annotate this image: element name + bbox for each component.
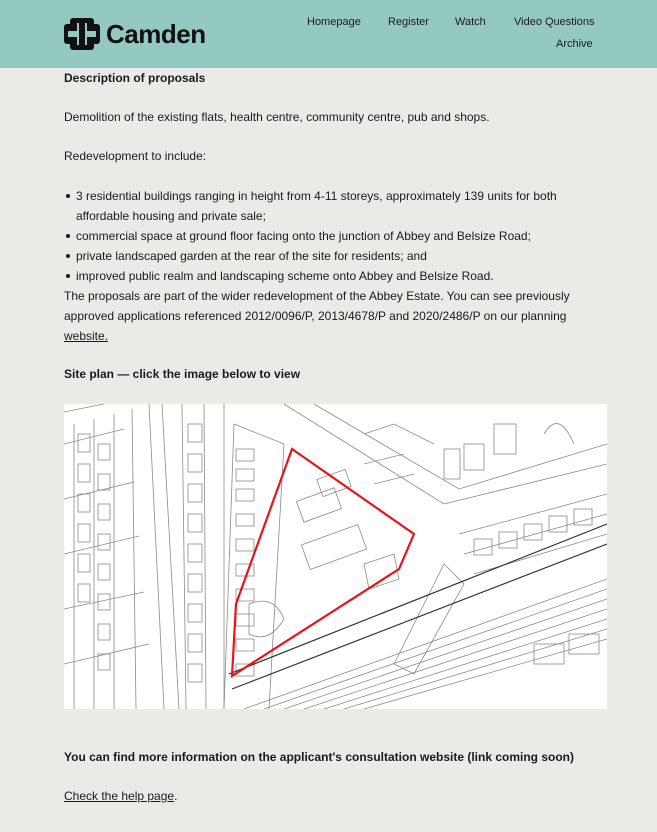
camden-logo-icon [64,18,100,50]
demolition-text: Demolition of the existing flats, health centre, community centre, pub and shops. [64,110,490,124]
help-line [64,786,607,806]
list-item: improved public realm and landscaping scheme onto Abbey and Belsize Road. [64,266,607,286]
nav-watch[interactable]: Watch [455,16,486,28]
help-suffix: . [174,789,178,803]
nav-homepage[interactable]: Homepage [307,16,361,28]
list-item: private landscaped garden at the rear of the site for residents; and [64,246,607,266]
redevelopment-intro: Redevelopment to include: [64,149,207,163]
help-page-link[interactable]: Check the help page [64,789,175,803]
more-info-text: You can find more information on the applicant's consultation website (link coming soon) [64,750,574,764]
nav-archive[interactable]: Archive [556,38,593,50]
redevelopment-list [64,186,607,286]
section-heading: Description of proposals [64,71,206,85]
nav-video-questions[interactable]: Video Questions [514,16,595,28]
website-link[interactable]: website. [64,329,109,343]
wider-text: The proposals are part of the wider redevelopment of the Abbey Estate. You can see previously approved applications referenced 2012/0096/P, 2013/4678/P and 2020/2486/P on our planning [64,289,570,323]
site-plan-map [64,404,607,709]
list-item: 3 residential buildings ranging in height from 4-11 storeys, approximately 139 units for both affordable housing and private sale; [64,186,607,226]
nav-register[interactable]: Register [388,16,429,28]
camden-logo[interactable] [64,18,206,50]
site-plan-image[interactable] [64,404,607,709]
list-item: commercial space at ground floor facing onto the junction of Abbey and Belsize Road; [64,226,607,246]
logo-text: Camden [106,18,206,49]
site-header [0,0,657,68]
wider-redevelopment-text [64,286,607,346]
site-plan-heading: Site plan — click the image below to view [64,367,301,381]
